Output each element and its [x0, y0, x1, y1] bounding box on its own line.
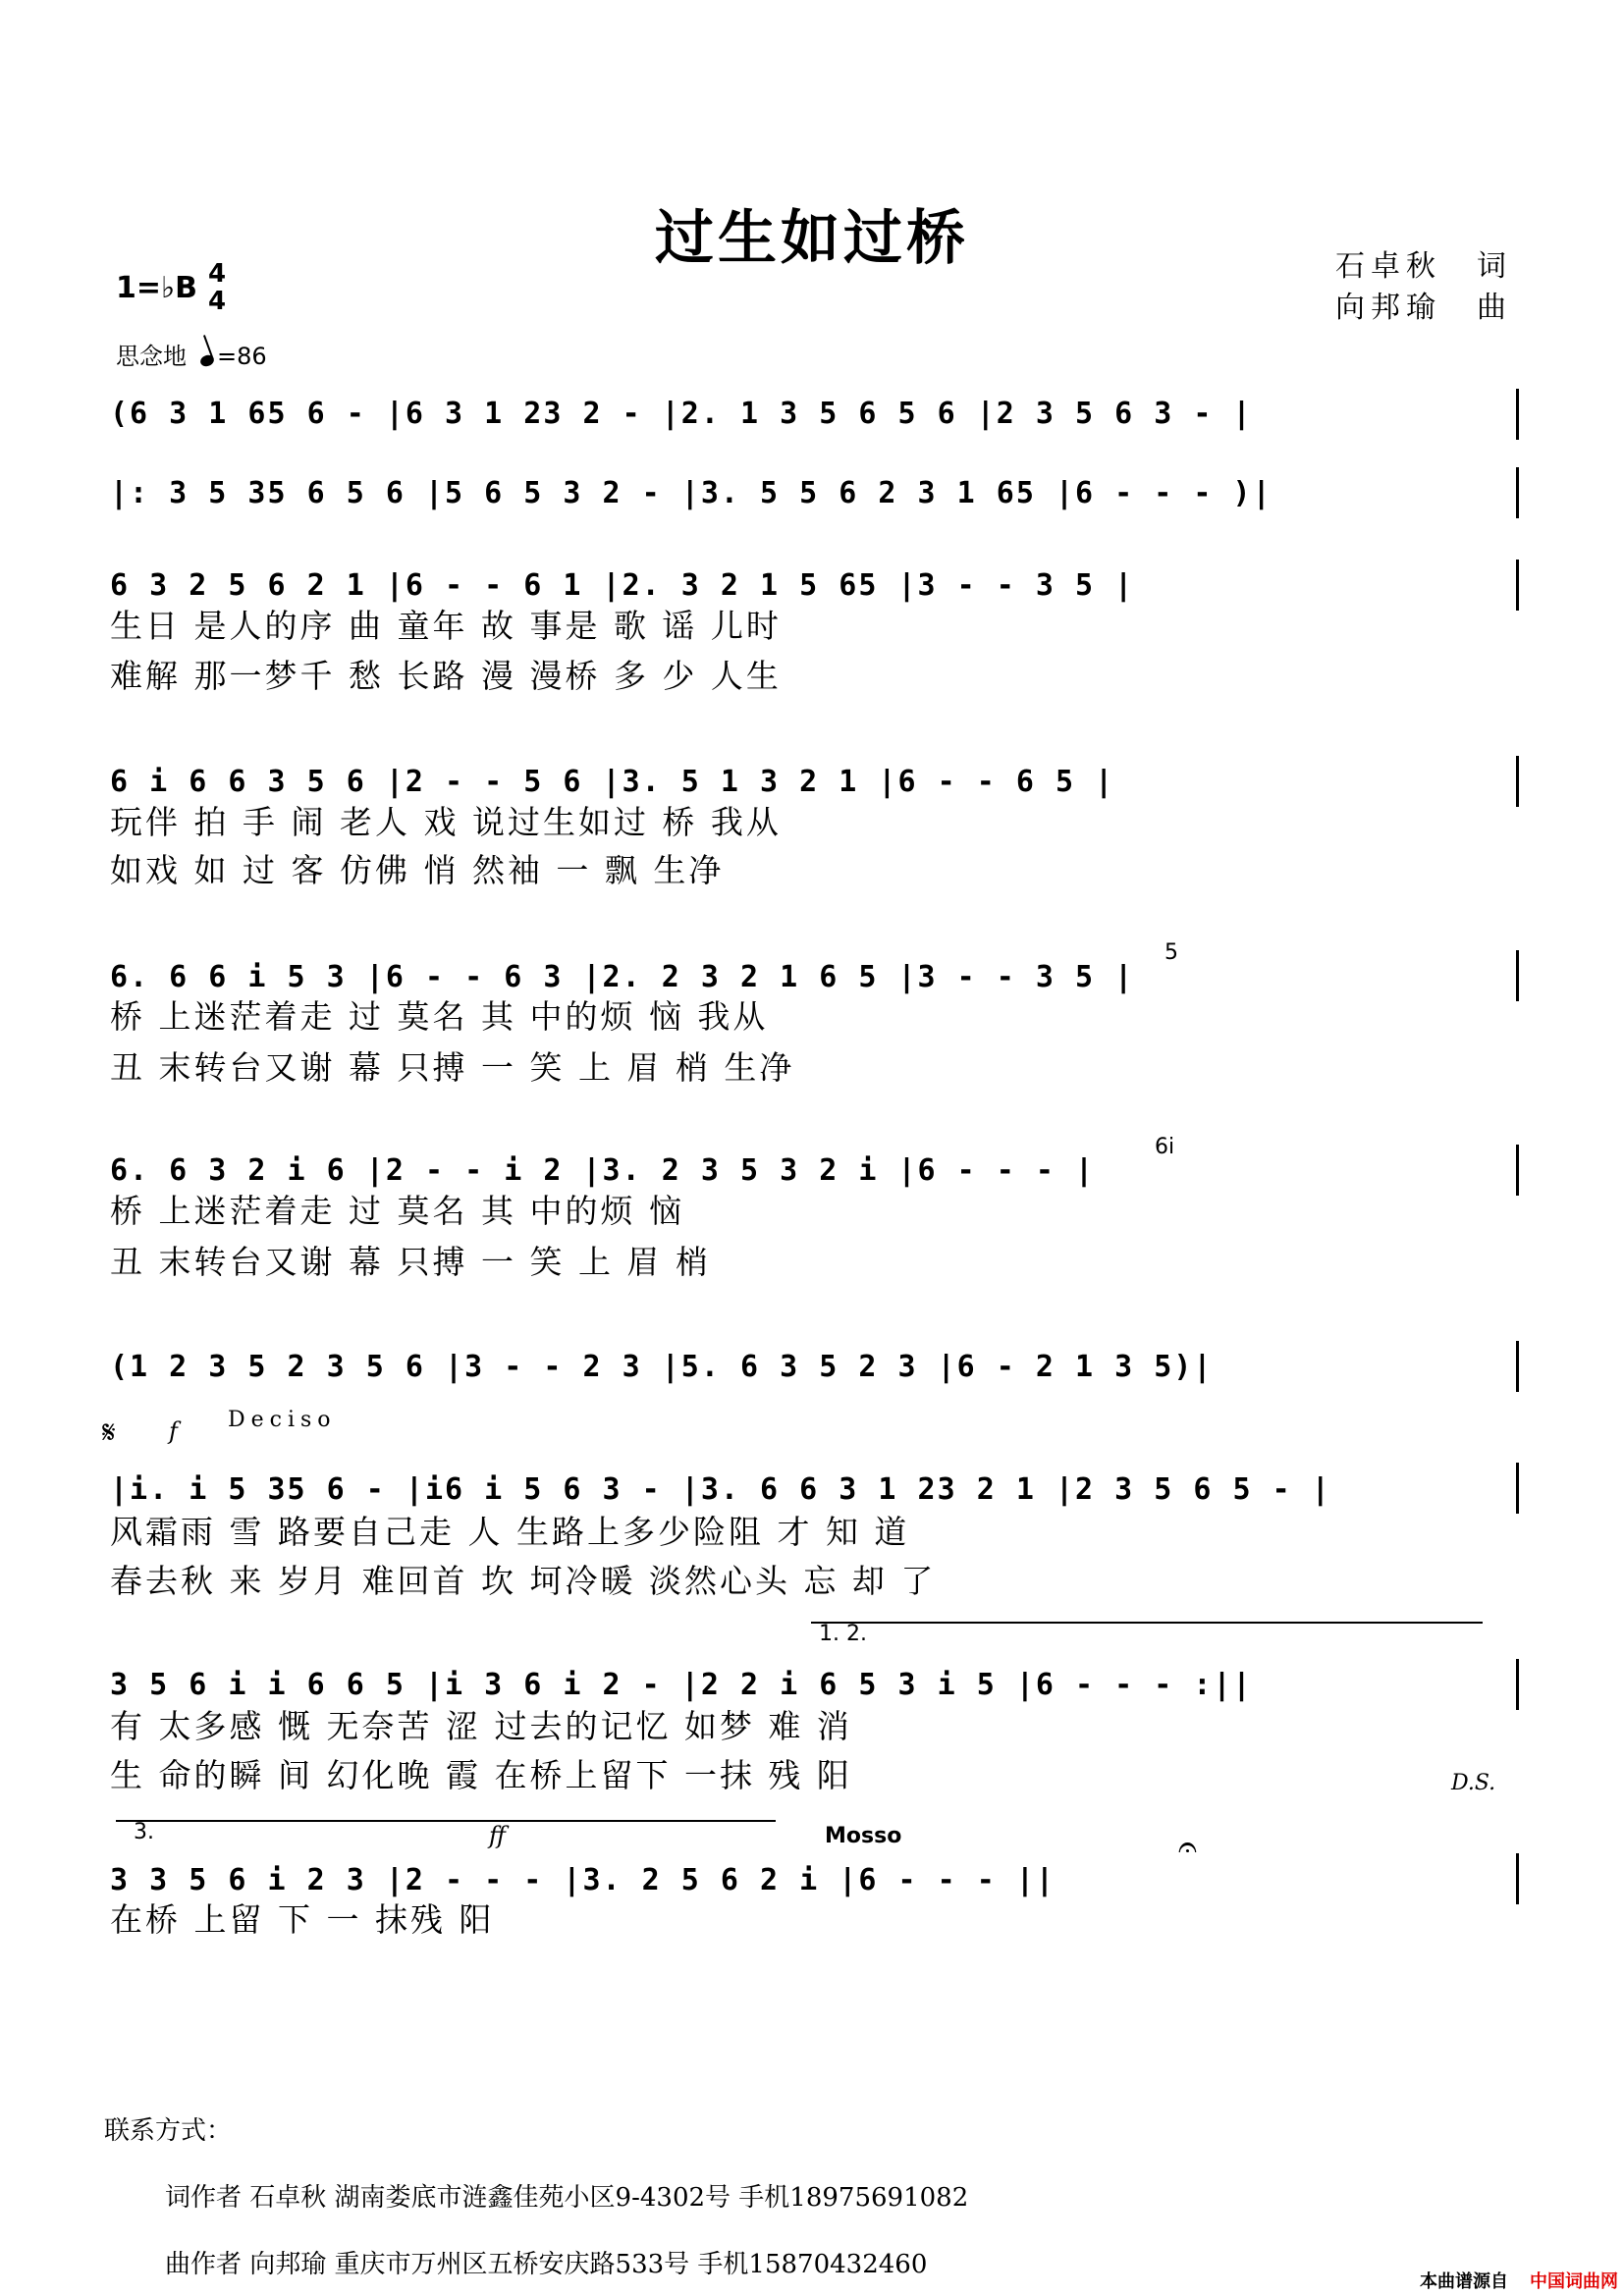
- volta-bracket-line: [116, 1820, 776, 1822]
- key-signature: 1=♭B: [116, 271, 198, 305]
- notation-row-9: 3 5 6 i i 6 6 5 |i 3 6 i 2 - |2 2 i 6 5 3 i 5 |6 - - - :||: [110, 1668, 1253, 1702]
- time-signature: [208, 260, 226, 315]
- lyric-line-9: 风霜雨 雪 路要自己走 人 生路上多少险阻 才 知 道: [110, 1513, 910, 1551]
- barline: [1516, 467, 1519, 518]
- barline: [1516, 1341, 1519, 1392]
- notation-row-10: 3 3 5 6 i 2 3 |2 - - - |3. 2 5 6 2 i |6 - - - ||: [110, 1863, 1056, 1897]
- notation-row-6: 6. 6 3 2 i 6 |2 - - i 2 |3. 2 3 5 3 2 i |6 - - - |: [110, 1153, 1096, 1188]
- notation-row-3: 6 3 2 5 6 2 1 |6 - - 6 1 |2. 3 2 1 5 65 |3 - - 3 5 |: [110, 568, 1135, 603]
- forte-mark: f: [169, 1417, 178, 1445]
- notation-row-4: 6 i 6 6 3 5 6 |2 - - 5 6 |3. 5 1 3 2 1 |6 - - 6 5 |: [110, 765, 1115, 799]
- segno-icon: 𝄋: [102, 1414, 116, 1451]
- fermata-icon: 𝄐: [1178, 1828, 1197, 1867]
- lyric-line-5: 桥 上迷茫着走 过 莫名 其 中的烦 恼 我从: [110, 997, 769, 1036]
- lyric-line-7: 桥 上迷茫着走 过 莫名 其 中的烦 恼: [110, 1192, 684, 1230]
- tempo-value: =86: [217, 343, 267, 370]
- lyric-line-2: 难解 那一梦千 愁 长路 漫 漫桥 多 少 人生: [110, 657, 782, 695]
- grace-note: 6i: [1155, 1135, 1175, 1159]
- volta-3: 3.: [134, 1820, 154, 1844]
- volta-bracket-line: [811, 1622, 1483, 1624]
- barline: [1516, 1463, 1519, 1514]
- barline: [1516, 756, 1519, 807]
- barline: [1516, 1853, 1519, 1904]
- lyric-line-8: 丑 末转台又谢 幕 只搏 一 笑 上 眉 梢: [110, 1243, 711, 1281]
- page-title: 过生如过桥: [655, 204, 969, 273]
- notation-row-1: (6 3 1 65 6 - |6 3 1 23 2 - |2. 1 3 5 6 5 6 |2 3 5 6 3 - |: [110, 397, 1253, 431]
- grace-note: 5: [1164, 940, 1178, 965]
- lyric-line-11: 有 太多感 慨 无奈苦 涩 过去的记忆 如梦 难 消: [110, 1707, 852, 1745]
- contact-heading: 联系方式：: [104, 2116, 233, 2146]
- expression-text: 思念地: [116, 343, 187, 370]
- mosso-marking: Mosso: [825, 1824, 902, 1848]
- barline: [1516, 389, 1519, 440]
- barline: [1516, 1145, 1519, 1196]
- quarter-note-icon: [199, 353, 216, 368]
- notation-row-8: |i. i 5 35 6 - |i6 i 5 6 3 - |3. 6 6 3 1 23 2 1 |2 3 5 6 5 - |: [110, 1472, 1331, 1507]
- notation-row-5: 6. 6 6 i 5 3 |6 - - 6 3 |2. 2 3 2 1 6 5 |3 - - 3 5 |: [110, 960, 1135, 994]
- site-logo-text[interactable]: 中国词曲网: [1530, 2271, 1618, 2292]
- lyric-line-3: 玩伴 拍 手 闹 老人 戏 说过生如过 桥 我从: [110, 803, 782, 841]
- deciso-marking: Deciso: [228, 1408, 337, 1432]
- time-signature-bottom: 4: [208, 287, 227, 316]
- barline: [1516, 1659, 1519, 1710]
- volta-1-2: 1. 2.: [819, 1622, 867, 1646]
- source-label: 本曲谱源自: [1420, 2271, 1508, 2292]
- lyricist-credit: 石卓秋 词: [1335, 249, 1512, 284]
- lyric-line-10: 春去秋 来 岁月 难回首 坎 坷冷暖 淡然心头 忘 却 了: [110, 1562, 937, 1600]
- lyric-line-13: 在桥 上留 下 一 抹残 阳: [110, 1900, 495, 1939]
- fortissimo-mark: ff: [489, 1822, 507, 1849]
- ds-marking: D.S.: [1451, 1771, 1496, 1795]
- notation-row-2: |: 3 5 35 6 5 6 |5 6 5 3 2 - |3. 5 5 6 2 3 1 65 |6 - - - )|: [110, 476, 1272, 510]
- lyric-line-12: 生 命的瞬 间 幻化晚 霞 在桥上留下 一抹 残 阳: [110, 1756, 852, 1794]
- barline: [1516, 950, 1519, 1001]
- time-signature-top: 4: [208, 259, 227, 289]
- composer-contact: 曲作者 向邦瑜 重庆市万州区五桥安庆路533号 手机15870432460: [165, 2250, 928, 2279]
- tempo-marking: [116, 337, 267, 371]
- lyric-line-1: 生日 是人的序 曲 童年 故 事是 歌 谣 儿时: [110, 607, 782, 645]
- barline: [1516, 560, 1519, 611]
- lyric-line-4: 如戏 如 过 客 仿佛 悄 然袖 一 飘 生净: [110, 851, 725, 889]
- composer-credit: 向邦瑜 曲: [1335, 291, 1512, 325]
- notation-row-7: (1 2 3 5 2 3 5 6 |3 - - 2 3 |5. 6 3 5 2 3 |6 - 2 1 3 5)|: [110, 1350, 1214, 1384]
- lyric-line-6: 丑 末转台又谢 幕 只搏 一 笑 上 眉 梢 生净: [110, 1048, 795, 1087]
- lyricist-contact: 词作者 石卓秋 湖南娄底市涟鑫佳苑小区9-4302号 手机18975691082: [165, 2183, 969, 2213]
